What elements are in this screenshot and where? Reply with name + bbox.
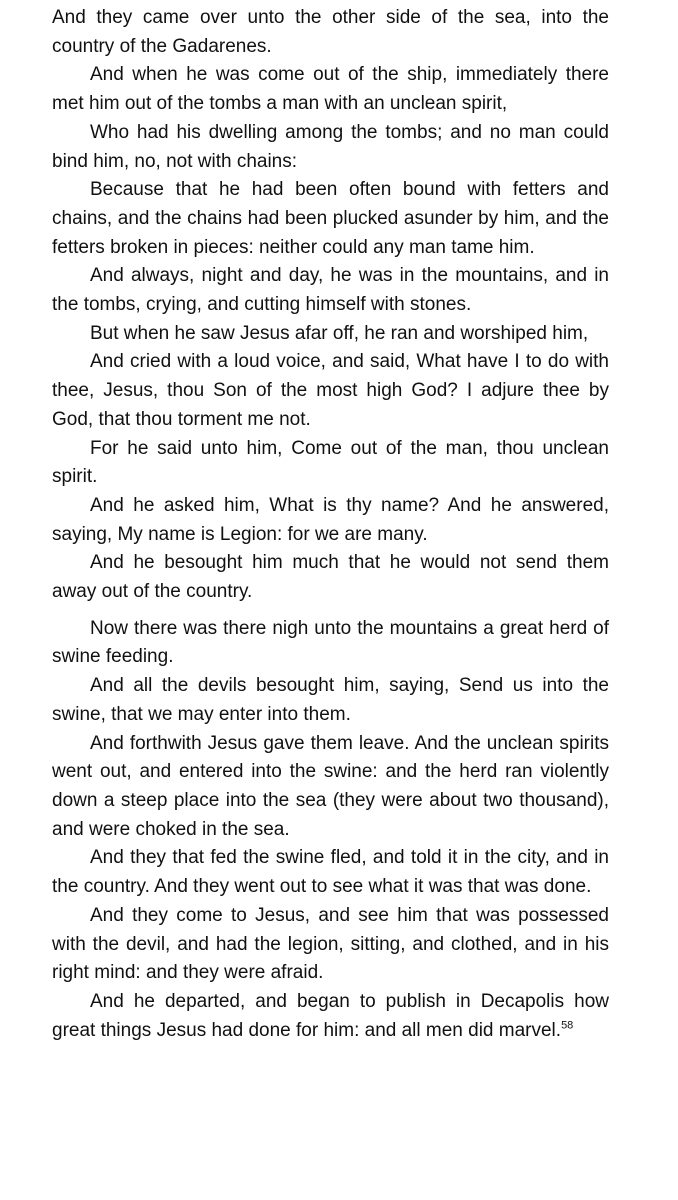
- verse-paragraph: Because that he had been often bound with fetters and chains, and the chains had been plucked asunder by him, and the fetters broken in pieces: neither could any man tame him.: [52, 179, 609, 258]
- verse-paragraph: And when he was come out of the ship, immediately there met him out of the tombs a man with an unclean spirit,: [52, 64, 609, 115]
- verse-paragraph: And always, night and day, he was in the mountains, and in the tombs, crying, and cutting himself with stones.: [52, 265, 609, 316]
- verse-paragraph-last: [52, 988, 609, 1045]
- verse-paragraph: But when he saw Jesus afar off, he ran and worshiped him,: [90, 322, 589, 344]
- verse-paragraph: And they come to Jesus, and see him that was possessed with the devil, and had the legion, sitting, and clothed, and in his right mind: and they were afraid.: [52, 904, 609, 984]
- verse-paragraph: And he besought him much that he would not send them away out of the country.: [52, 552, 609, 603]
- verse-paragraph: And he asked him, What is thy name? And he answered, saying, My name is Legion: for we are many.: [52, 494, 609, 545]
- verse-paragraph: Now there was there nigh unto the mountains a great herd of swine feeding.: [52, 617, 609, 668]
- document-page: [52, 4, 609, 1045]
- verse-paragraph: And they came over unto the other side of the sea, into the country of the Gadarenes.: [52, 7, 609, 57]
- verse-paragraph: For he said unto him, Come out of the man, thou unclean spirit.: [52, 437, 609, 488]
- verse-paragraph: And they that fed the swine fled, and told it in the city, and in the country. And they went out to see what it was that was done.: [52, 847, 609, 898]
- verse-paragraph: And cried with a loud voice, and said, What have I to do with thee, Jesus, thou Son of the most high God? I adjure thee by God, that thou torment me not.: [52, 351, 609, 430]
- verse-paragraph: Who had his dwelling among the tombs; and no man could bind him, no, not with chains:: [52, 121, 609, 172]
- verse-text: And he departed, and began to publish in Decapolis how great things Jesus had done for him: and all men did marvel.: [52, 990, 609, 1041]
- footnote-marker: 58: [561, 1019, 574, 1032]
- verse-paragraph: And forthwith Jesus gave them leave. And the unclean spirits went out, and entered into the swine: and the herd ran violently down a steep place into the sea (they were about two thousand), and were choked in the sea.: [52, 732, 609, 840]
- verse-paragraph: And all the devils besought him, saying, Send us into the swine, that we may enter into them.: [52, 675, 609, 725]
